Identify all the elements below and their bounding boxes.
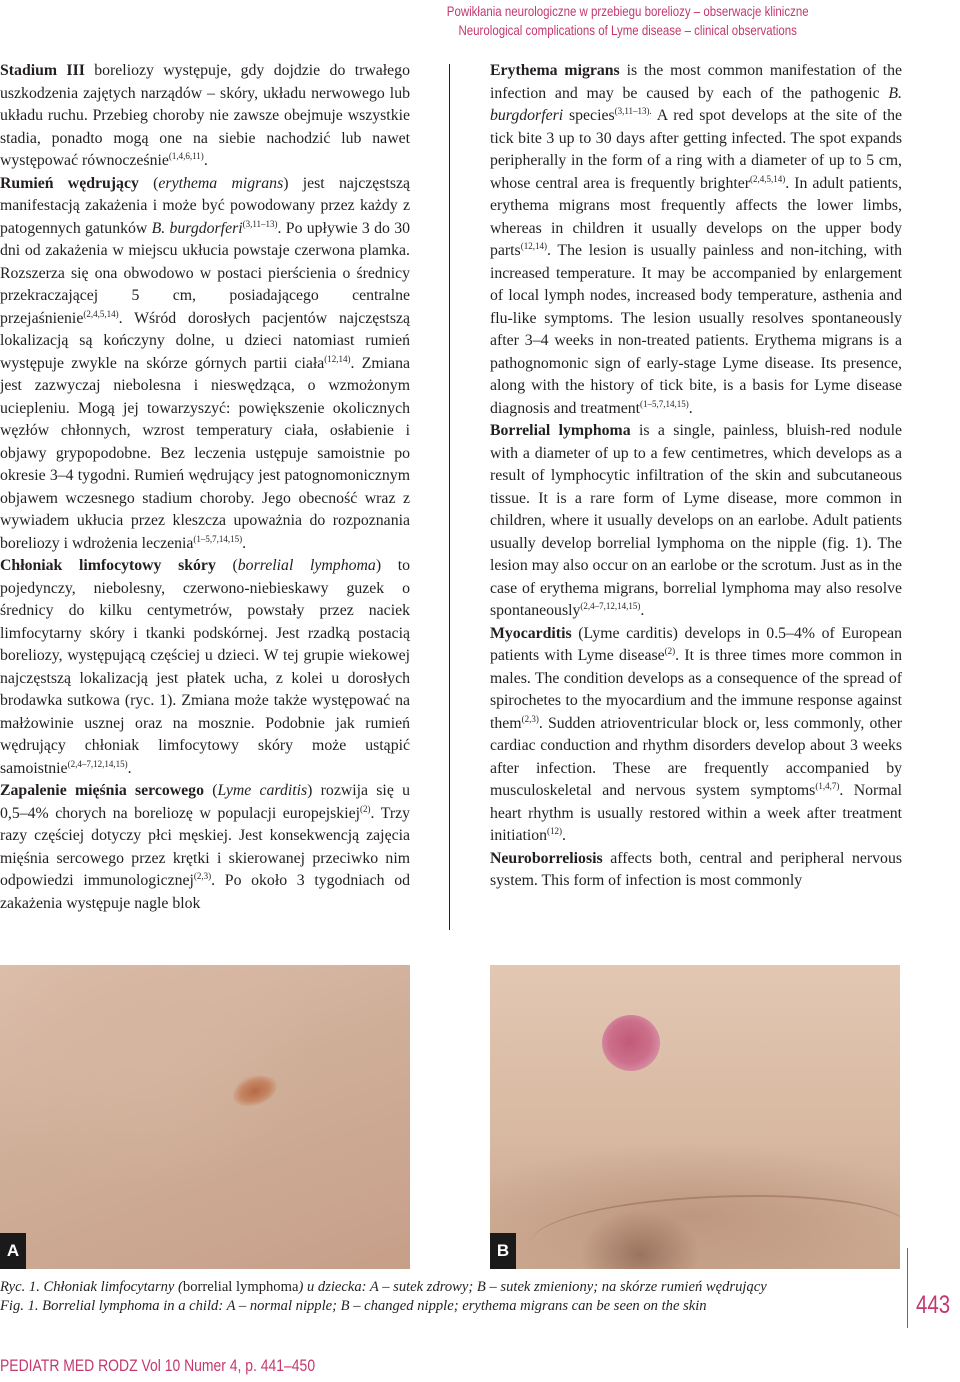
text: is the most common manifestation of the infection and may be caused by each of the pathogenic xyxy=(490,62,902,102)
text: . Zmiana jest zazwyczaj niebolesna i nieswędząca, o wzmożonym uciepleniu. Mogą jej towarzyszyć: powiększenie okolicznych węzłów chłonnych, wzrost temperatury ciała, osłabienie i objawy grypopodobne. Bez leczenia ustępuje samoistnie po okresie 3–4 tygodni. Rumień wędrujący jest patognomonicznym objawem wczesnego stadium choroby. Jego obecność wraz z wywiadem ukłucia przez kleszcza upoważnia do rozpoznania boreliozy i wdrożenia leczenia xyxy=(0,354,410,552)
text: affects both, central and peripheral nervous system. This form of infection is most commonly xyxy=(490,849,902,889)
paragraph-rumien xyxy=(0,173,410,556)
citation: (12) xyxy=(547,826,563,836)
text: . In adult patients, erythema migrans most frequently affects the lower limbs, whereas in children it usually develops on the upper body parts xyxy=(490,174,902,259)
left-column-polish xyxy=(0,60,410,915)
caption-text: Ryc. 1. Chłoniak limfocytarny ( xyxy=(0,1279,183,1295)
citation: (2,4–7,12,14,15) xyxy=(67,758,128,769)
text: . xyxy=(127,759,132,777)
text: . xyxy=(688,399,693,417)
paragraph-stadium-iii xyxy=(0,60,410,173)
journal-footer: PEDIATR MED RODZ Vol 10 Numer 4, p. 441–450 xyxy=(0,1356,316,1375)
text: . Wśród dorosłych pacjentów najczęstszą lokalizacją są kończyny dolne, u dzieci natomiast rumień występuje zwykle na skórze górnych partii ciała xyxy=(0,309,410,372)
italic-text: Lyme carditis xyxy=(217,782,308,799)
text: . It is three times more common in males. The condition develops as a consequence of the spread of spirochetes to the myocardium and the immune response against them xyxy=(490,647,902,732)
text: . Sudden atrioventricular block or, less commonly, other cardiac conduction and rhythm disorders develop about 3 weeks after infection. These are frequently accompanied by musculoskeletal and nervous system symptoms xyxy=(490,714,902,799)
citation: (2) xyxy=(664,646,676,656)
term-zapalenie: Zapalenie mięśnia sercowego xyxy=(0,782,204,799)
term-rumien: Rumień wędrujący xyxy=(0,174,139,192)
citation: (12,14) xyxy=(324,353,351,364)
running-head-title-en: Neurological complications of Lyme disease – clinical observations xyxy=(458,22,797,38)
text: ( xyxy=(203,782,218,799)
italic-text: B. burgdorferi xyxy=(151,219,243,237)
citation: (2,3) xyxy=(521,713,539,724)
text: ) to pojedynczy, niebolesny, czerwono-niebieskawy guzek o średnicy do kilku centymetrów, powstały przez naciek limfocytarny skóry i tkanki podskórnej. Jest rzadką postacią boreliozy, występującą częściej u dzieci. W tej grupie wiekowej najczęstszą lokalizacją jest płatek ucha, z kolei u dorosłych brodawka sutkowa (ryc. 1). Zmiana może także występować na małżowinie usznej oraz na mosznie. Podobnie jak rumień wędrujący chłoniak limfocytowy skóry może ustąpić samoistnie xyxy=(0,557,411,777)
term-stadium-iii: Stadium III xyxy=(0,62,85,79)
citation: (1,4,6,11) xyxy=(168,151,204,161)
paragraph-borrelial-lymphoma xyxy=(490,420,902,623)
citation: (2,3) xyxy=(193,871,212,881)
photo-label-b: B xyxy=(490,1233,516,1269)
text: ) rozwija się u 0,5–4% chorych na boreliozę w populacji europejskiej xyxy=(0,782,410,822)
page-number-rule xyxy=(907,1248,908,1328)
caption-text: ) u dziecka: A – sutek zdrowy; B – sutek zmieniony; na skórze rumień wędrujący xyxy=(298,1279,767,1295)
citation: (1,4,7) xyxy=(815,781,840,791)
text: . Po około 3 tygodniach od zakażenia występuje nagle blok xyxy=(0,872,410,912)
citation: (3,11–13). xyxy=(614,106,652,116)
text: (Lyme carditis) develops in 0.5–4% of European patients with Lyme disease xyxy=(490,624,902,664)
changed-nipple-image xyxy=(602,1015,660,1071)
text: . Po upływie 3 do 30 dni od zakażenia w miejscu ukłucia powstaje czerwona plamka. Rozszerza się ona obwodowo w postaci pierścienia o średnicy przekraczającej 5 cm, posiadającego centralne przejaśnienie xyxy=(0,219,411,327)
text: . xyxy=(242,534,247,552)
term-chloniak: Chłoniak limfocytowy skóry xyxy=(0,557,216,574)
skin-fold xyxy=(530,1195,900,1269)
running-head-title-pl: Powikłania neurologiczne w przebiegu boreliozy – obserwacje kliniczne xyxy=(446,3,809,19)
term-myocarditis: Myocarditis xyxy=(490,624,572,642)
text: is a single, painless, bluish-red nodule with a diameter of up to a few centimetres, which develops as a result of lymphocytic infiltration of the skin and subcutaneous tissue. It is a rare form of Lyme disease, more common in children, where it usually develops on an earlobe. Adult patients usually develop borrelial lymphoma on the nipple (fig. 1). The lesion may also occur on an earlobe or the scrotum. Just as in the case of erythema migrans, borrelial lymphoma may also resolve spontaneously xyxy=(490,422,902,619)
text: boreliozy występuje, gdy dojdzie do trwałego uszkodzenia zajętych narządów – skóry, układu nerwowego lub układu ruchu. Przebieg choroby nie zawsze obejmuje wszystkie stadia, ponadto mogą one na siebie nachodzić lub nawet występować równocześnie xyxy=(0,62,410,169)
text: ( xyxy=(215,557,238,574)
figure-photo-a xyxy=(0,965,410,1269)
running-head xyxy=(115,2,853,40)
text: . Normal heart rhythm is usually restored within a week after treatment initiation xyxy=(490,782,903,844)
term-neuroborreliosis: Neuroborreliosis xyxy=(490,849,603,867)
italic-text: B. burgdorferi xyxy=(490,84,902,124)
text: species xyxy=(563,107,615,124)
paragraph-zapalenie xyxy=(0,780,410,915)
caption-term: borrelial lymphoma xyxy=(182,1279,299,1295)
paragraph-neuroborreliosis xyxy=(490,848,902,893)
photo-label-a: A xyxy=(0,1233,26,1269)
citation: (12,14) xyxy=(520,241,547,251)
text: A red spot develops at the site of the tick bite 3 up to 30 days after getting infected. The spot expands peripherally in the form of a ring with a diameter of up to 5 cm, whose central area is frequently brighter xyxy=(490,107,902,192)
text: . xyxy=(203,152,208,169)
paragraph-chloniak xyxy=(0,555,410,780)
citation: (1–5,7,14,15) xyxy=(193,533,243,544)
text: ( xyxy=(138,174,159,192)
text: . Trzy razy częściej dotyczy płci męskiej. Jest konsekwencją zajęcia mięśnia sercowego przez krętki i skierowanej przeciwko nim odpowiedzi immunologicznej xyxy=(0,804,410,889)
text: ) jest najczęstszą manifestacją zakażenia i może być powodowany przez każdy z patogennych gatunków xyxy=(0,174,410,237)
text: . xyxy=(640,602,645,619)
citation: (2,4,5,14) xyxy=(750,173,786,184)
citation: (2,4–7,12,14,15) xyxy=(580,601,641,611)
paragraph-erythema-migrans xyxy=(490,60,902,420)
page-number: 443 xyxy=(916,1291,951,1319)
italic-text: erythema migrans xyxy=(158,174,284,192)
term-erythema-migrans: Erythema migrans xyxy=(490,62,620,79)
citation: (2) xyxy=(360,803,371,814)
paragraph-myocarditis xyxy=(490,623,902,848)
normal-nipple-image xyxy=(229,1070,282,1112)
citation: (3,11–13) xyxy=(242,218,278,229)
text: . xyxy=(562,827,566,844)
citation: (2,4,5,14) xyxy=(83,308,119,319)
right-column-english xyxy=(490,60,902,893)
text: . The lesion is usually painless and non-itching, with increased temperature. It may be accompanied by enlargement of local lymph nodes, increased body temperature, asthenia and flu-like symptoms. The lesion usually resolves spontaneously after 3–4 weeks in non-treated patients. Erythema migrans is a pathognomonic sign of early-stage Lyme disease. Its presence, along with the history of tick bite, is a basis for Lyme disease diagnosis and treatment xyxy=(490,242,902,417)
italic-text: borrelial lymphoma xyxy=(237,557,376,574)
citation: (1–5,7,14,15) xyxy=(640,398,689,409)
column-divider xyxy=(449,64,450,930)
figure-caption-en: Fig. 1. Borrelial lymphoma in a child: A – normal nipple; B – changed nipple; erythema migrans can be seen on the skin xyxy=(0,1298,707,1314)
figure-photo-b xyxy=(490,965,900,1269)
term-borrelial-lymphoma: Borrelial lymphoma xyxy=(490,422,631,439)
figure-caption-pl xyxy=(0,1278,900,1297)
